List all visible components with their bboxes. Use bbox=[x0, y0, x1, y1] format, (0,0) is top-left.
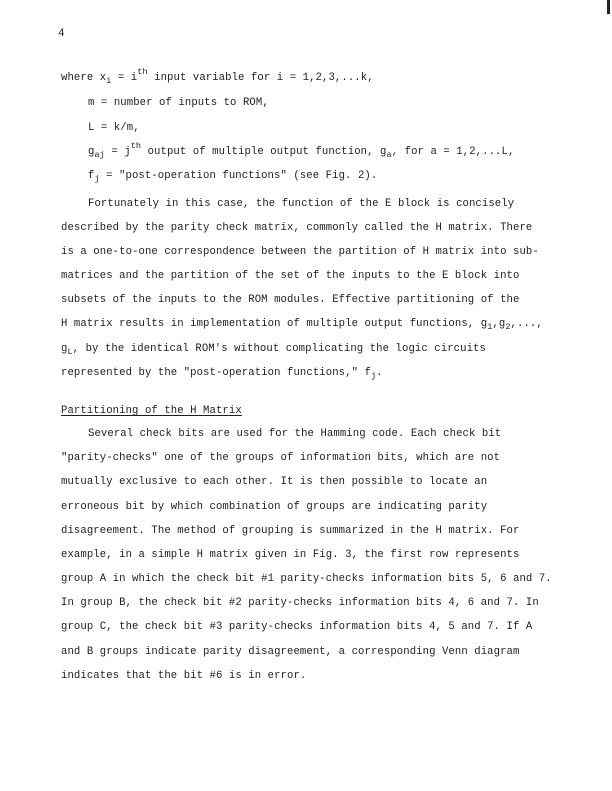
paragraph1-line: Fortunately in this case, the function of the E block is concisely bbox=[88, 198, 515, 210]
paragraph1-line: is a one-to-one correspondence between the partition of H matrix into sub- bbox=[61, 246, 539, 258]
text-run: represented by the "post-operation functions," f bbox=[61, 367, 371, 379]
subscript: 1 bbox=[487, 322, 493, 332]
superscript: th bbox=[137, 67, 148, 77]
paragraph2-line: indicates that the bit #6 is in error. bbox=[61, 670, 307, 682]
text-run: f bbox=[88, 170, 95, 182]
text-run: output of multiple output function, g bbox=[141, 146, 387, 158]
paragraph2-line: group C, the check bit #3 parity-checks information bits 4, 5 and 7. If A bbox=[61, 621, 533, 633]
definition-line-x bbox=[61, 67, 374, 86]
text-run: = i bbox=[111, 72, 138, 84]
definition-line-f bbox=[88, 169, 377, 183]
text-run: . bbox=[376, 367, 383, 379]
text-run: input variable for i = 1,2,3,...k, bbox=[147, 72, 374, 84]
page-number: 4 bbox=[58, 28, 65, 40]
paragraph1-line bbox=[61, 342, 486, 356]
text-run: = j bbox=[104, 146, 131, 158]
text-run: where x bbox=[61, 72, 107, 84]
section-heading: Partitioning of the H Matrix bbox=[61, 405, 242, 417]
subscript: j bbox=[94, 174, 100, 184]
paragraph1-line: matrices and the partition of the set of the inputs to the E block into bbox=[61, 270, 520, 282]
paragraph2-line: disagreement. The method of grouping is summarized in the H matrix. For bbox=[61, 525, 520, 537]
text-run: , by the identical ROM's without complicating the logic circuits bbox=[72, 343, 486, 355]
definition-line-g bbox=[88, 141, 515, 160]
subscript: j bbox=[370, 371, 377, 381]
paragraph2-line: Several check bits are used for the Hamming code. Each check bit bbox=[88, 428, 502, 440]
superscript: th bbox=[130, 141, 142, 151]
page-edge-mark bbox=[607, 0, 610, 14]
subscript: 2 bbox=[505, 322, 511, 332]
text-run: ,..., bbox=[510, 318, 543, 330]
text-run: g bbox=[88, 146, 95, 158]
subscript: a bbox=[386, 150, 392, 160]
text-run: = "post-operation functions" (see Fig. 2). bbox=[99, 170, 378, 182]
paragraph1-line: subsets of the inputs to the ROM modules. Effective partitioning of the bbox=[61, 294, 520, 306]
paragraph2-line: group A in which the check bit #1 parity-checks information bits 5, 6 and 7. bbox=[61, 573, 552, 585]
subscript: L bbox=[67, 347, 73, 357]
paragraph2-line: "parity-checks" one of the groups of information bits, which are not bbox=[61, 452, 501, 464]
paragraph2-line: erroneous bit by which combination of groups are indicating parity bbox=[61, 501, 488, 513]
definition-line-m: m = number of inputs to ROM, bbox=[88, 97, 269, 109]
paragraph2-line: and B groups indicate parity disagreement, a corresponding Venn diagram bbox=[61, 646, 520, 658]
paragraph1-line: described by the parity check matrix, commonly called the H matrix. There bbox=[61, 222, 533, 234]
paragraph1-line bbox=[61, 317, 543, 331]
subscript: aj bbox=[94, 150, 105, 160]
definition-line-l: L = k/m, bbox=[88, 122, 140, 134]
text-run: H matrix results in implementation of multiple output functions, g bbox=[61, 318, 488, 330]
paragraph2-line: example, in a simple H matrix given in Fig. 3, the first row represents bbox=[61, 549, 520, 561]
subscript: i bbox=[106, 76, 112, 86]
paragraph2-line: In group B, the check bit #2 parity-checks information bits 4, 6 and 7. In bbox=[61, 597, 539, 609]
text-run: ,g bbox=[492, 318, 506, 330]
paragraph1-line bbox=[61, 366, 383, 380]
paragraph2-line: mutually exclusive to each other. It is then possible to locate an bbox=[61, 476, 488, 488]
text-run: g bbox=[61, 343, 68, 355]
text-run: , for a = 1,2,...L, bbox=[391, 146, 515, 158]
